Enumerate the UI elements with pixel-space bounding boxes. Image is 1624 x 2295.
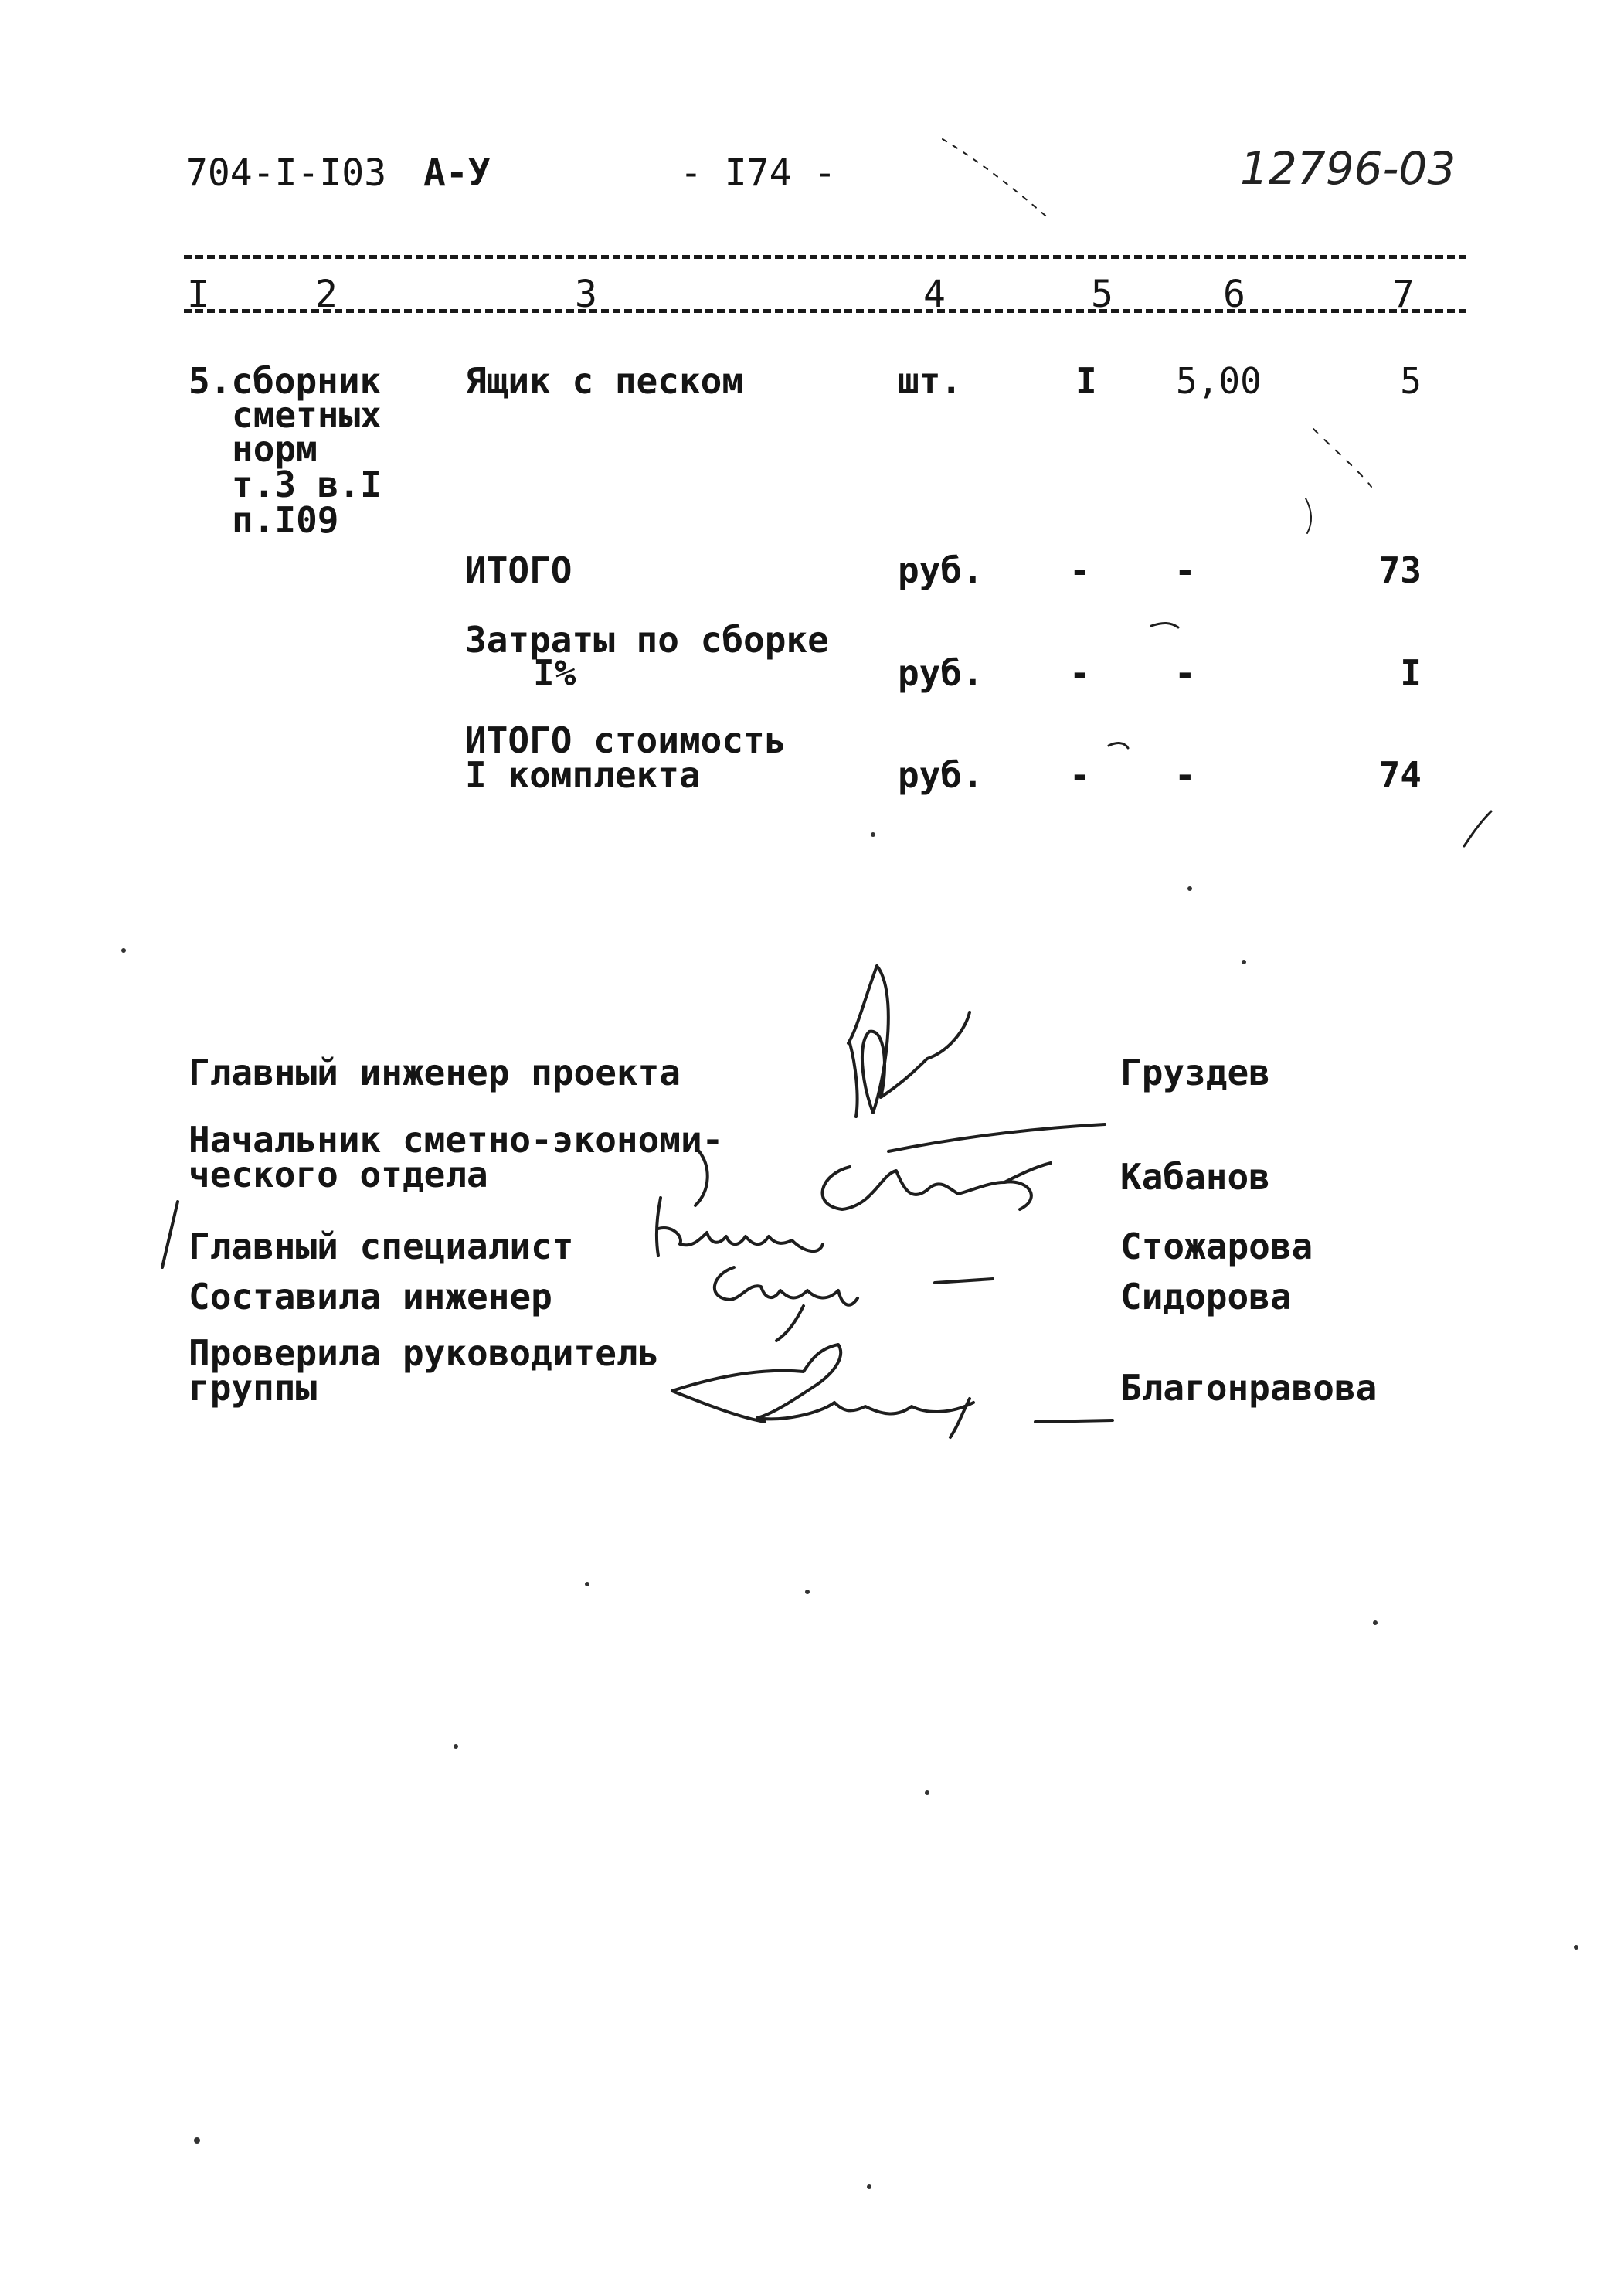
signer-name: Сидорова (1120, 1276, 1292, 1318)
document-code: 704-I-I03 (185, 151, 387, 195)
signer-role: Проверила руководитель (189, 1332, 660, 1374)
column-number-6: 6 (1223, 273, 1245, 316)
signer-name: Благонравова (1120, 1367, 1378, 1409)
item-quantity: - (1069, 549, 1091, 591)
item-quantity: - (1069, 652, 1091, 694)
sheet-type: А-У (423, 151, 491, 195)
archive-number: 12796-03 (1240, 142, 1456, 195)
signature-sidorova (715, 1267, 858, 1305)
item-name: ИТОГО стоимость (465, 719, 787, 761)
signature-kabanov (823, 1163, 1051, 1209)
item-name: Затраты по сборке (465, 619, 829, 661)
norm-reference-line: т.3 в.I (232, 464, 382, 505)
signature-gruzdev (862, 966, 970, 1113)
item-unit: руб. (898, 652, 984, 694)
item-price: - (1174, 754, 1196, 796)
column-number-3: 3 (575, 273, 597, 316)
norm-reference-line: 5.сборник (189, 360, 382, 402)
item-total: 5 (1400, 360, 1422, 402)
signer-name: Стожарова (1120, 1226, 1313, 1267)
item-name: Ящик с песком (465, 360, 744, 402)
column-number-2: 2 (315, 273, 338, 316)
item-name: ИТОГО (465, 549, 572, 591)
item-price: 5,00 (1176, 360, 1262, 402)
item-unit: руб. (898, 754, 984, 796)
norm-reference-line: сметных (232, 394, 382, 436)
signer-role: Составила инженер (189, 1276, 552, 1318)
item-total: 74 (1378, 754, 1422, 796)
item-unit: шт. (898, 360, 963, 402)
signer-name: Кабанов (1120, 1156, 1270, 1198)
norm-reference-line: п.I09 (232, 499, 339, 541)
item-total: I (1400, 652, 1422, 694)
column-number-4: 4 (923, 273, 946, 316)
item-name-percent: I% (533, 652, 576, 694)
item-price: - (1174, 549, 1196, 591)
item-name: I комплекта (465, 754, 701, 796)
column-number-5: 5 (1091, 273, 1113, 316)
signer-role: Начальник сметно-экономи- (189, 1119, 724, 1161)
signer-role: Главный специалист (189, 1226, 574, 1267)
signer-role: ческого отдела (189, 1154, 488, 1195)
signer-role: Главный инженер проекта (189, 1052, 681, 1093)
norm-reference-line: норм (232, 428, 318, 470)
column-number-1: I (187, 273, 209, 316)
item-total: 73 (1378, 549, 1422, 591)
item-unit: руб. (898, 549, 984, 591)
item-quantity: - (1069, 754, 1091, 796)
signature-stozharova (657, 1198, 823, 1256)
item-quantity: I (1075, 360, 1097, 402)
column-number-7: 7 (1392, 273, 1415, 316)
item-price: - (1174, 652, 1196, 694)
signer-name: Груздев (1120, 1052, 1270, 1093)
page-number: - I74 - (680, 151, 837, 195)
signer-role: группы (189, 1367, 318, 1409)
